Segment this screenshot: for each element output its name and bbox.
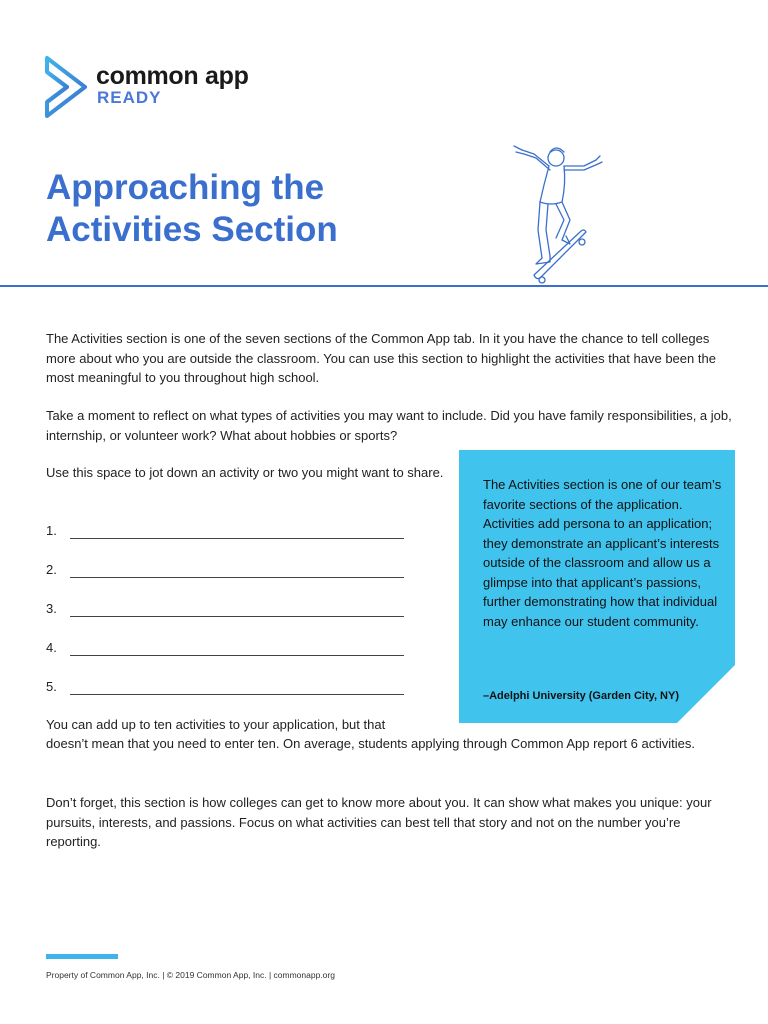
activity-blank-2[interactable] xyxy=(46,559,406,598)
dont-forget-paragraph: Don’t forget, this section is how colleges can get to know more about you. It can show what makes you unique: your pursuits, interests, and passions. Focus on what activities can best tell that story and not on the number you’re reporting. xyxy=(46,795,712,849)
blank-line xyxy=(70,655,404,656)
title-divider xyxy=(0,285,768,287)
footer-copyright: Property of Common App, Inc. | © 2019 Common App, Inc. | commonapp.org xyxy=(46,970,335,980)
callout-attribution: –Adelphi University (Garden City, NY) xyxy=(483,690,680,702)
blank-line xyxy=(70,694,404,695)
blank-line xyxy=(70,577,404,578)
ten-activities-paragraph-start: You can add up to ten activities to your application, but that xyxy=(46,717,386,732)
page-title-line-1: Approaching the xyxy=(46,168,325,207)
common-app-chevron-icon xyxy=(43,56,89,118)
common-app-ready-logo xyxy=(43,56,283,118)
page-title xyxy=(46,167,486,251)
activity-blank-4[interactable] xyxy=(46,637,406,676)
blank-number: 4. xyxy=(46,640,57,655)
activity-blank-1[interactable] xyxy=(46,520,406,559)
blank-line xyxy=(70,538,404,539)
activity-blank-list xyxy=(46,520,406,715)
skateboarder-icon xyxy=(500,140,610,285)
blank-number: 1. xyxy=(46,523,57,538)
intro-paragraph: The Activities section is one of the seven sections of the Common App tab. In it you have the chance to tell colleges more about who you are outside the classroom. You can use this section to highlight the activities that have been the most meaningful to you throughout high school. xyxy=(46,331,716,385)
reflect-paragraph: Take a moment to reflect on what types of activities you may want to include. Did you have family responsibilities, a job, internship, or volunteer work? What about hobbies or sports? xyxy=(46,408,732,443)
ten-activities-paragraph-end: doesn’t mean that you need to enter ten. On average, students applying through Common App report 6 activities. xyxy=(46,736,695,751)
blank-number: 3. xyxy=(46,601,57,616)
jot-down-prompt: Use this space to jot down an activity or two you might want to share. xyxy=(46,465,444,480)
logo-subtitle: READY xyxy=(97,88,162,107)
activity-blank-5[interactable] xyxy=(46,676,406,715)
callout-quote-text: The Activities section is one of our team’s favorite sections of the application. Activities add persona to an application; they demonstrate an applicant’s interests outside of the classroom and allow us a glimpse into that applicant’s passions, further demonstrating how that individual may enhance our student community. xyxy=(483,477,722,629)
blank-number: 5. xyxy=(46,679,57,694)
footer-accent-bar xyxy=(46,954,118,959)
blank-number: 2. xyxy=(46,562,57,577)
callout-quote-box xyxy=(459,450,735,723)
blank-line xyxy=(70,616,404,617)
page-title-line-2: Activities Section xyxy=(46,210,338,249)
activity-blank-3[interactable] xyxy=(46,598,406,637)
logo-wordmark: common app xyxy=(96,62,249,90)
